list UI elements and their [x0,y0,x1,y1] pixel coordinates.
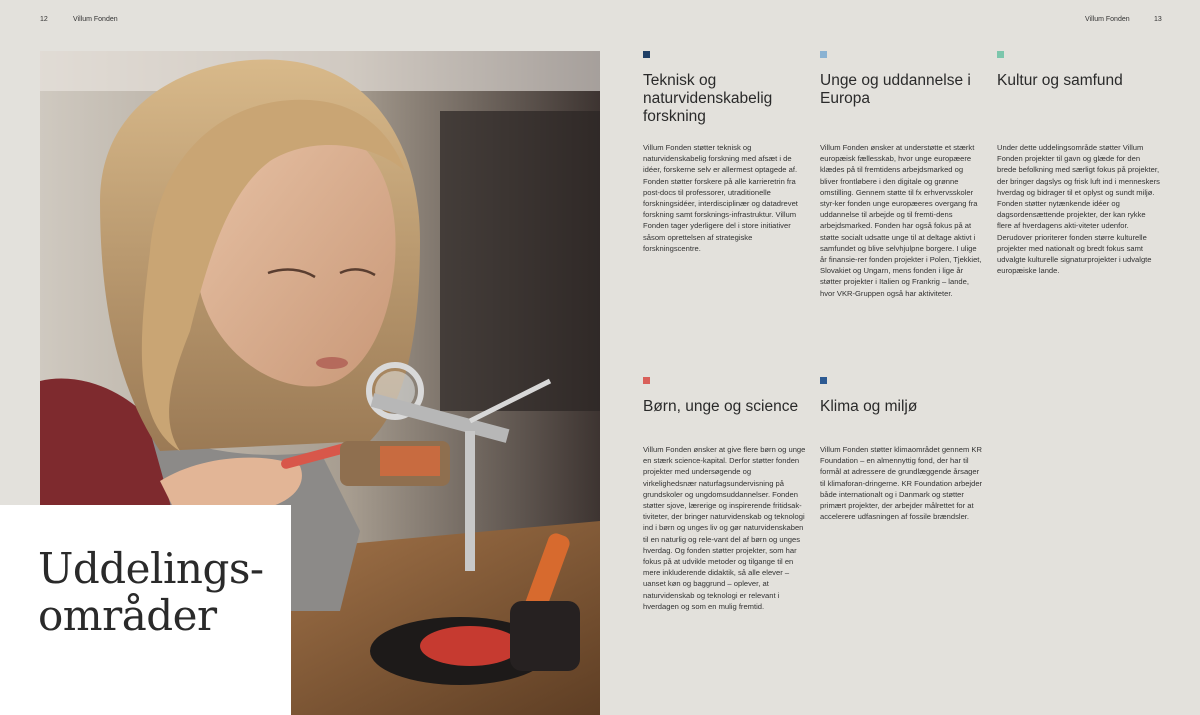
coral-square-marker [643,377,650,384]
section-unge-uddannelse [820,51,983,299]
title-box [0,505,291,715]
running-head-right: Villum Fonden [1085,16,1130,23]
section-title: Klima og miljø [820,398,918,415]
page-title [38,545,264,639]
page-number-left: 12 [40,16,48,23]
section-boern-science [643,377,806,612]
title-line-1: Uddelings- [38,544,264,593]
section-title: Kultur og samfund [997,72,1123,89]
page-number-right: 13 [1154,16,1162,23]
mint-square-marker [997,51,1004,58]
section-body: Villum Fonden ønsker at give flere børn og unge en stærk science-kapital. Derfor støtter fonden projekter med undersøgende og virkelighedsnær naturfagsundervisning på grundskoler og ungdomsuddannelser. Fonden støtter sjove, lærerige og inspirerende fritidsak-tiviteter, der bringer naturvidenskab og teknologi ind i børn og unges liv og gør naturvidenskaben til en naturlig og rele-vant del af børn og unges hverdag. Og fonden støtter projekter, som har fokus på at udvikle metoder og tilgange til en mere inkluderende didaktik, så alle elever – uanset køn og baggrund – oplever, at naturvidenskab og teknologi er relevant i hverdagen og som en mulig fremtid. [643,445,806,611]
section-body: Villum Fonden støtter klimaområdet gennem KR Foundation – en almennyttig fond, der har til formål at adressere de grundlæggende årsager til klimaforan-dringerne. KR Foundation arbejder både internationalt og i Danmark og støtter primært projekter, der arbejder målrettet for at accelerere udfasningen af fossile brændsler. [820,445,983,522]
section-body: Villum Fonden støtter teknisk og naturvidenskabelig forskning med afsæt i de idéer, forskerne selv er allermest optagede af. Fonden støtter forskere på alle karrieretrin fra post-docs til professorer, utraditionelle forskningsidéer, interdisciplinær og datadrevet forskning samt forsknings-infrastruktur. Villum Fonden tager yderligere del i store initiativer såsom oprettelsen af strategiske forskningscentre. [643,143,798,253]
section-teknisk-forskning [643,51,806,254]
navy-square-marker [643,51,650,58]
light-blue-square-marker [820,51,827,58]
section-title: Teknisk og naturvidenskabelig forskning [643,72,773,125]
royal-blue-square-marker [820,377,827,384]
running-head-left: Villum Fonden [73,16,118,23]
section-kultur-samfund [997,51,1160,276]
section-body: Villum Fonden ønsker at understøtte et stærkt europæisk fællesskab, hvor unge europæere klædes på til fremtidens arbejdsmarked og bliver frontløbere i den digitale og grønne omstilling. Gennem støtte til fx erhvervsskoler styr-ker fonden unge europæeres overgang fra uddannelse til arbejde og til fremti-dens arbejdsmarked. Fonden har også fokus på at støtte socialt udsatte unge til at deltage aktivt i samfundet og blive selvhjulpne borgere. I ulige år finansie-rer fonden projekter i Polen, Tjekkiet, Slovakiet og Ungarn, mens fonden i lige år støtter projekter i Italien og Frankrig – lande, hvor VKR-Gruppen også har aktiviteter. [820,143,982,298]
section-body: Under dette uddelingsområde støtter Villum Fonden projekter til gavn og glæde for den brede befolkning med særligt fokus på projekter, der bringer dagslys og frisk luft ind i menneskers hverdag og bidrager til et oplyst og sundt miljø. Fonden støtter nytænkende idéer og dagsordensættende projekter, der kan rykke flere af hverdagens akti-viteter udenfor. Derudover prioriterer fonden større kulturelle projekter med nationalt og bredt fokus samt udvalgte kulturelle signaturprojekter i udvalgte europæiske lande. [997,143,1160,276]
section-title: Unge og uddannelse i Europa [820,72,971,107]
section-title: Børn, unge og science [643,398,799,415]
section-klima-miljoe [820,377,983,522]
title-line-2: områder [38,591,217,640]
